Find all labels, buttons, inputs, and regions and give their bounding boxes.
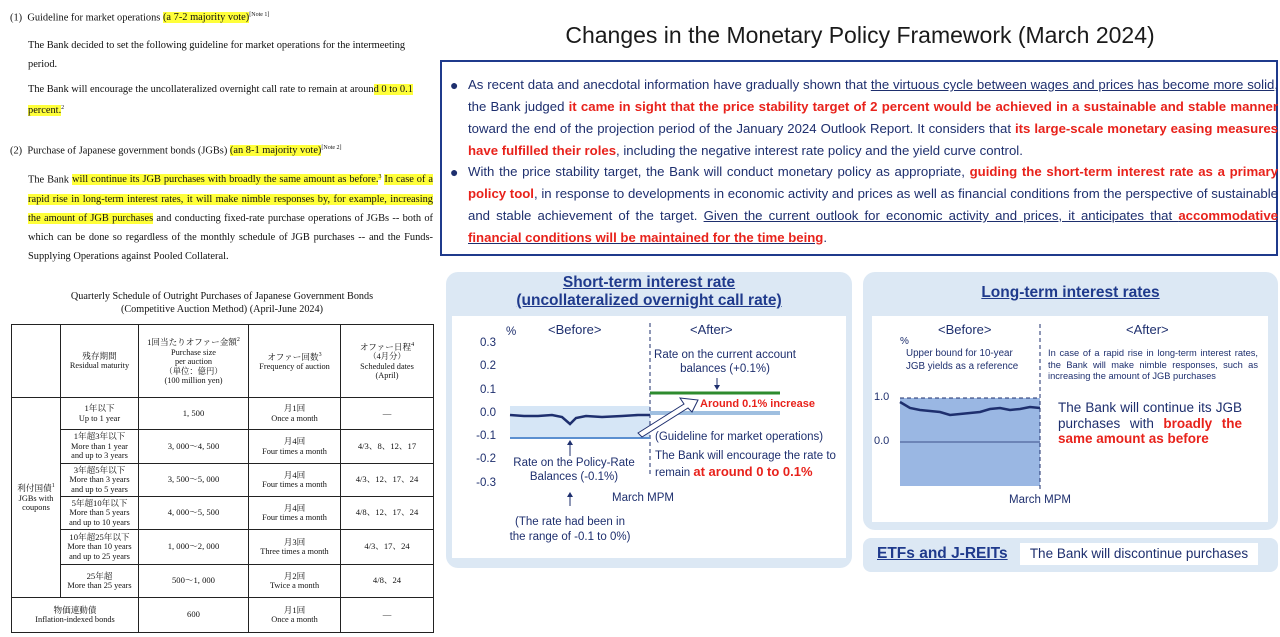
slide-title: Changes in the Monetary Policy Framework (March 2024) (565, 22, 1155, 48)
short-after-label: <After> (690, 322, 733, 337)
short-before-label: <Before> (548, 322, 602, 337)
etf-text: The Bank will discontinue purchases (1020, 543, 1258, 565)
short-term-rate-panel (446, 272, 852, 568)
current-rate-pointer-head-icon (714, 385, 720, 390)
table-row: 25年超 More than 25 years 500～1, 000 月2回 Twice a month 4/8、24 (12, 565, 434, 598)
long-after-label: <After> (1126, 322, 1169, 337)
before-range-band (510, 406, 650, 438)
long-term-rate-panel (863, 272, 1278, 530)
etf-jreit-box (863, 538, 1278, 572)
rapid-rise-note: In case of a rapid rise in long-term interest rates, the Bank will make nimble responses, such as increasing the amount of JGB purchases (1048, 348, 1258, 382)
short-y-axis: 0.3 0.2 0.1 0.0 -0.1 -0.2 -0.3 (476, 337, 496, 489)
framework-slide (440, 0, 1280, 637)
guideline-label: (Guideline for market operations) (655, 431, 824, 443)
long-before-label: <Before> (938, 322, 992, 337)
vote-2: (an 8-1 majority vote) (229, 145, 322, 157)
long-ytick-0: 0.0 (874, 435, 890, 447)
policy-rate-pointer-head-icon (567, 440, 573, 445)
table-row: 3年超5年以下 More than 3 years and up to 5 years 3, 500～5, 000 月4回 Four times a month 4/3、12、17、24 (12, 464, 434, 497)
short-term-title: Short-term interest rate (uncollateralized overnight call rate) (516, 274, 782, 309)
policy-rate-label: Rate on the Policy-Rate Balances (-0.1%) (513, 457, 635, 483)
table-header-row (12, 325, 434, 398)
long-ytick-1: 1.0 (874, 391, 890, 403)
section-1-para-1: The Bank decided to set the following guideline for market operations for the intermeeting period. (28, 40, 406, 70)
upper-bound-label: Upper bound for 10-year JGB yields as a reference (906, 348, 1019, 372)
table-row: 10年超25年以下 More than 10 years and up to 25 years 1, 000～2, 000 月3回 Three times a month 4/3、17、24 (12, 530, 434, 565)
short-term-chart-area (452, 316, 846, 558)
increase-label: Around 0.1% increase (700, 398, 815, 410)
header-scheduled-dates: オファー日程$^4$ （4月分） Scheduled dates (April) (341, 325, 434, 398)
long-term-title: Long-term interest rates (981, 284, 1160, 301)
header-purchase-size: 1回当たりオファー金額$^2$ Purchase size per auction （単位：億円） (100 million yen) (139, 325, 249, 398)
header-frequency: オファー回数$^3$ Frequency of auction (249, 325, 341, 398)
summary-box: ● As recent data and anecdotal information have gradually shown that the virtuous cycle between wages and prices has become more solid, the Bank judged it came in sight that the price stability target of 2 percent would be achieved in a sustainable and stable manner toward the end of the projection period of the January 2024 Outlook Report. It considers that its large-scale monetary easing measures have fulfilled their roles, including the negative interest rate policy and the yield curve control. ● With the price stability target, the Bank will conduct monetary policy as appropriate, guiding the short-term interest rate as a primary policy tool, in response to developments in economic activity and prices as well as financial conditions from the perspective of sustainable and stable achievement of the target. Given the current outlook for economic activity and prices, it anticipates that accommodative financial conditions will be maintained for the time being. (440, 60, 1278, 256)
encourage-label: The Bank will encourage the rate to remain at around 0 to 0.1% (655, 450, 836, 479)
bullet-dot-icon: ● (450, 164, 459, 180)
long-mpm-label: March MPM (1009, 494, 1071, 506)
short-unit: % (506, 326, 517, 338)
table-row: 5年超10年以下 More than 5 years and up to 10 years 4, 000～5, 500 月4回 Four times a month 4/8、12、17、24 (12, 497, 434, 530)
continue-purchases-label: The Bank will continue its JGB purchases with broadly the same amount as before (1058, 400, 1242, 446)
table-row: 1年超3年以下 More than 1 year and up to 3 years 3, 000～4, 500 月4回 Four times a month 4/3、8、12、17 (12, 430, 434, 464)
section-2-para: The Bank will continue its JGB purchases with broadly the same amount as before.$^3$ In case of a rapid rise in long-term interest rates, it will make nimble responses by, for example, increasing the amount of JGB purchases and conducting fixed-rate purchase operations of JGBs -- both of which can be done so regardless of the monthly schedule of JGB purchases -- and the Funds-Supplying Operations against Pooled Collateral. (28, 174, 433, 263)
schedule-title: Quarterly Schedule of Outright Purchases of Japanese Government Bonds (70, 291, 374, 302)
schedule-subtitle: (Competitive Auction Method) (April-June 2024) (120, 304, 324, 315)
press-release-document (0, 0, 440, 637)
table-row-inflation-indexed: 物価連動債 Inflation-indexed bonds 600 月1回 Once a month ― (12, 598, 434, 633)
current-account-rate-label: Rate on the current account balances (+0.1%) (654, 349, 796, 375)
long-unit: % (900, 336, 909, 347)
section-1-para-2: The Bank will encourage the uncollateralized overnight call rate to remain at around 0 to 0.1 percent.$^2$ (28, 84, 413, 117)
group-jgbs-with-coupons: 利付国債$^1$ JGBs with coupons (12, 398, 61, 598)
vote-1: (a 7-2 majority vote) (162, 12, 250, 24)
short-mpm-label: March MPM (612, 492, 674, 504)
table-row: 利付国債$^1$ JGBs with coupons 1年以下 Up to 1 year 1, 500 月1回 Once a month ― (12, 398, 434, 430)
section-1-heading: (1) Guideline for market operations (a 7-2 majority vote)[Note 1] (10, 12, 270, 24)
etf-title: ETFs and J-REITs (877, 545, 1008, 562)
previous-range-label: (The rate had been in the range of -0.1 to 0%) (509, 516, 631, 543)
bullet-dot-icon: ● (450, 77, 459, 93)
header-residual-maturity: 残存期間 Residual maturity (61, 325, 139, 398)
section-2-heading: (2) Purchase of Japanese government bonds (JGBs) (an 8-1 majority vote)[Note 2] (10, 145, 342, 157)
range-pointer-head-icon (567, 492, 573, 497)
purchase-schedule-table (11, 324, 434, 633)
long-term-chart-area (872, 316, 1268, 522)
